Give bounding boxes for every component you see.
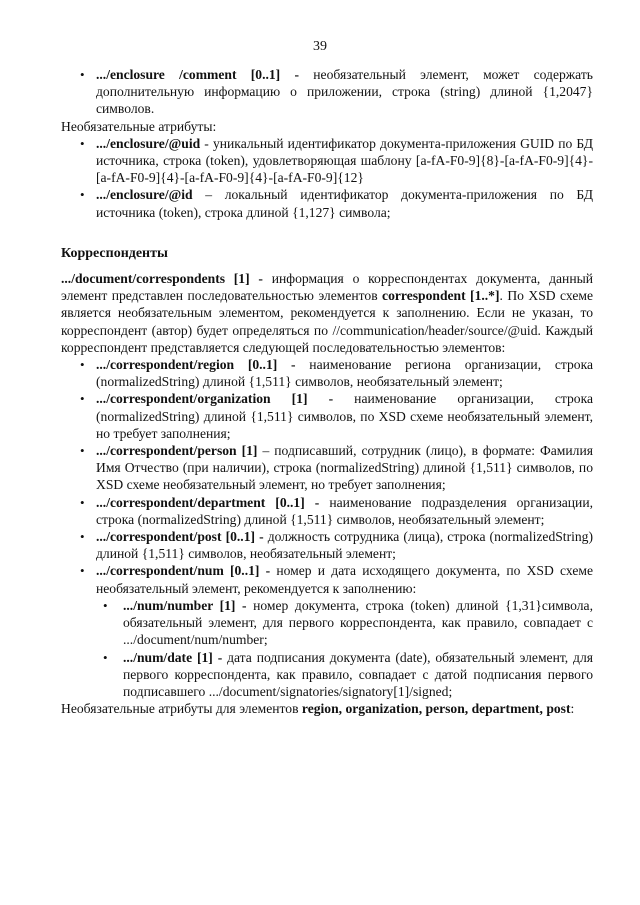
enclosure-comment-list (61, 66, 593, 118)
bullet-icon: • (80, 357, 85, 373)
bullet-icon: • (80, 135, 85, 151)
bullet-icon: • (103, 649, 108, 665)
element-path: .../enclosure /comment [0..1] - (96, 67, 299, 82)
footer-paragraph (61, 700, 593, 717)
list-item (61, 135, 593, 187)
intro-text-a: информация о корреспондентах документа, данный элемент представлен последовательностью элементов (61, 271, 593, 304)
intro-text-c: . По XSD схеме является необязательным элементом, рекомендуется к заполнению. Если не указан, то корреспондент (автор) будет определяться по //communication/header/source/@uid. Каждый корреспондент представляется следующей последовательностью элементов: (61, 288, 593, 355)
bullet-icon: • (80, 494, 85, 510)
element-description: наименование организации, строка (normalizedString) длиной {1,511} символов, по XSD схеме необязательный элемент, но требует заполнения; (96, 391, 593, 441)
element-description: - уникальный идентификатор документа-приложения GUID по БД источника, строка (token), удовлетворяющая шаблону [a-fA-F0-9]{8}-[a-fA-F0-9]{4}-[a-fA-F0-9]{4}-[a-fA-F0-9]{4}-[a-fA-F0-9]{12} (96, 135, 593, 186)
section-heading: Корреспонденты (61, 245, 168, 261)
element-description: наименование подразделения организации, строка (normalizedString) длиной {1,511} символов, необязательный элемент; (96, 494, 594, 527)
bullet-icon: • (80, 529, 85, 545)
footer-text-a: Необязательные атрибуты для элементов (61, 701, 302, 717)
bullet-icon: • (103, 597, 108, 613)
page-content (61, 66, 593, 717)
bullet-icon: • (80, 187, 85, 203)
element-description: дата подписания документа (date), обязательный элемент, для первого корреспондента, как правило, совпадает с датой подписания первого подписавшего .../document/signatories/signatory[1]/signed; (123, 649, 593, 699)
element-path: .../correspondent/person [1] (96, 443, 258, 459)
element-path: .../correspondent/department [0..1] - (96, 494, 320, 510)
correspondent-elements-list (61, 356, 593, 597)
element-path: .../correspondent/post [0..1] - (96, 529, 264, 545)
bullet-icon: • (80, 563, 85, 579)
bullet-icon: • (80, 443, 85, 459)
bullet-icon: • (80, 391, 85, 407)
element-description: номер документа, строка (token) длиной {1,31}символа, обязательный элемент, для первого корреспондента, как правило, совпадает с .../document/num/number; (123, 597, 593, 648)
list-item (61, 649, 593, 701)
element-path: .../enclosure/@id (96, 187, 193, 203)
intro-bold-element: correspondent [1..*] (382, 288, 500, 304)
list-item (61, 356, 593, 390)
list-item (61, 562, 593, 596)
list-item (61, 442, 593, 494)
element-path: .../document/correspondents [1] - (61, 271, 263, 287)
element-description: – подписавший, сотрудник (лицо), в формате: Фамилия Имя Отчество (при наличии), строка (normalizedString) длиной {1,511} символов, по XSD схеме необязательный элемент, но требует заполнения; (96, 443, 593, 493)
bullet-icon: • (80, 67, 85, 82)
list-item (61, 494, 593, 528)
footer-bold-elements: region, organization, person, department, post (301, 701, 571, 717)
element-description: номер и дата исходящего документа, по XSD схеме необязательный элемент, рекомендуется к заполнению: (96, 563, 593, 596)
element-description: наименование региона организации, строка (normalizedString) длиной {1,511} символов, необязательный элемент; (96, 357, 594, 390)
num-subelements-list (61, 597, 593, 700)
element-description: – локальный идентификатор документа-приложения по БД источника (token), строка длиной {1,127} символа; (96, 187, 593, 220)
element-description: необязательный элемент, может содержать дополнительную информацию о приложении, строка (string) длиной {1,2047} символов. (96, 67, 593, 117)
optional-attributes-label: Необязательные атрибуты: (61, 118, 217, 134)
list-item (61, 66, 593, 118)
element-description: должность сотрудника (лица), строка (normalizedString) длиной {1,511} символов, необязательный элемент; (96, 529, 593, 562)
element-path: .../correspondent/organization [1] - (96, 391, 334, 407)
list-item (61, 528, 593, 562)
footer-text-c: : (570, 701, 575, 717)
element-path: .../enclosure/@uid (96, 135, 201, 151)
list-item (61, 390, 593, 442)
list-item (61, 186, 593, 220)
intro-paragraph (61, 270, 593, 356)
element-path: .../num/date [1] - (123, 649, 223, 665)
element-path: .../num/number [1] - (123, 597, 247, 613)
element-path: .../correspondent/num [0..1] - (96, 563, 271, 579)
element-path: .../correspondent/region [0..1] - (96, 357, 296, 373)
enclosure-attributes-list (61, 135, 593, 221)
page-number: 39 (313, 39, 327, 54)
list-item (61, 597, 593, 649)
